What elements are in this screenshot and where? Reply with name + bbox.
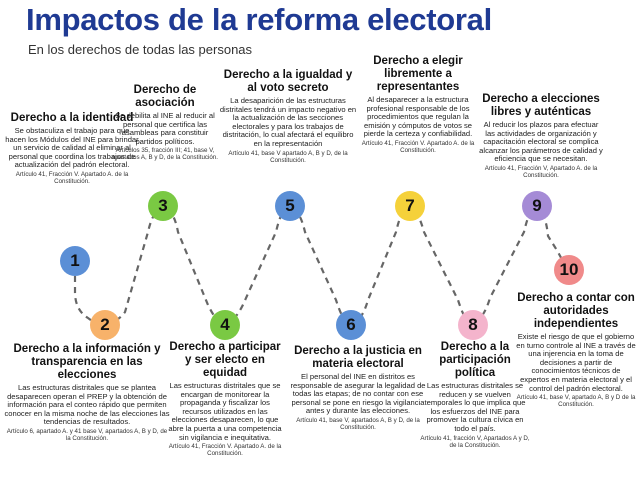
item-9-title: Derecho a elecciones libres y auténticas [482, 93, 600, 118]
item-4-description: Las estructuras distritales que se encargan de monitorear la propaganda y fiscalizar los recursos utilizados en las elecciones desaparecen, lo que abre la puerta a una competencia sin vigilancia e inequitativa. [168, 381, 282, 442]
item-2-title: Derecho a la información y transparencia en las elecciones [13, 343, 161, 381]
item-1-number: 1 [60, 246, 90, 276]
item-3-description: Se debilita al INE al reducir al personal que certifica las asambleas para constituir partidos políticos. [115, 111, 215, 146]
item-2-description: Las estructuras distritales que se plantea desaparecen operan el PREP y la obtención de información para el conteo rápido que permiten conocer en la misma noche de las elecciones las tendencias de resultados. [4, 383, 170, 427]
item-8-text [420, 341, 530, 449]
item-5-articles: Artículo 41, base V apartado A, B y D, de la Constitución. [228, 149, 348, 164]
item-10-text [516, 292, 636, 408]
item-7-description: Al desaparecer a la estructura profesional responsable de los procedimientos que regulan la emisión y cómputos de votos se pierde la certeza y confiabilidad. [363, 95, 473, 139]
item-2-text [4, 343, 170, 442]
item-7-text [358, 55, 478, 154]
item-5-text [218, 69, 358, 164]
item-8-description: Las estructuras distritales se reducen y se vuelven temporales lo que implica que los esfuerzos del INE para promover la cultura cívica en todo el país. [424, 381, 526, 433]
item-4-text [166, 341, 284, 457]
item-6-title: Derecho a la justicia en materia electoral [294, 345, 422, 370]
item-8-title: Derecho a la participación política [439, 341, 511, 379]
item-3-text [110, 84, 220, 161]
item-3-number: 3 [148, 191, 178, 221]
item-1-title: Derecho a la identidad [10, 112, 134, 124]
item-8-articles: Artículo 41, fracción V, Apartados A y D, de la Constitución. [420, 434, 530, 449]
item-2-number: 2 [90, 310, 120, 340]
item-6-text [290, 345, 426, 431]
item-10-description: Existe el riesgo de que el gobierno en turno controle al INE a través de una injerencia en la toma de decisiones a partir de conocimientos técnicos de expertos en materia electoral y el control del padrón electoral. [516, 332, 636, 393]
item-4-number: 4 [210, 310, 240, 340]
item-7-articles: Artículo 41, Fracción V. Apartado A. de la Constitución. [361, 139, 475, 154]
item-6-number: 6 [336, 310, 366, 340]
item-9-description: Al reducir los plazos para efectuar las actividades de organización y capacitación electoral se complica alcanzar los parámetros de calidad y eficiencia que se necesitan. [479, 120, 603, 164]
item-5-title: Derecho a la igualdad y al voto secreto [223, 69, 353, 94]
page-title: Impactos de la reforma electoral [26, 2, 492, 37]
item-3-articles: Artículos 35, fracción III; 41, base V, apartados A, B y D, de la Constitución. [112, 147, 218, 162]
item-9-text [478, 93, 604, 179]
item-1-description: Se obstaculiza el trabajo para que hacen los Módulos del INE para brindar un servicio de calidad al eliminar al personal que coordina los trabajos de actualización del padrón electoral. [5, 126, 139, 170]
item-9-number: 9 [522, 191, 552, 221]
item-6-description: El personal del INE en distritos es responsable de asegurar la legalidad de todas las etapas; de no contar con ese personal se pone en riesgo la vigilancia antes y durante las elecciones. [290, 372, 426, 416]
item-8-number: 8 [458, 310, 488, 340]
item-7-number: 7 [395, 191, 425, 221]
item-2-articles: Artículo 6, apartado A. y 41 base V, apartados A, B y D, de la Constitución. [6, 427, 168, 442]
item-1-articles: Artículo 41, Fracción V. Apartado A. de la Constitución. [15, 170, 129, 185]
item-7-title: Derecho a elegir libremente a representantes [373, 55, 463, 93]
item-4-title: Derecho a participar y ser electo en equidad [169, 341, 281, 379]
item-6-articles: Artículo 41, base V, apartados A, B y D, de la Constitución. [296, 416, 420, 431]
page-subtitle: En los derechos de todas las personas [28, 42, 253, 57]
item-10-title: Derecho a contar con autoridades independientes [517, 292, 635, 330]
item-4-articles: Artículo 41, Fracción V. Apartado A. de la Constitución. [168, 443, 282, 458]
item-5-number: 5 [275, 191, 305, 221]
item-10-articles: Artículo 41, base V, apartado A, B y D de la Constitución. [516, 394, 636, 409]
item-9-articles: Artículo 41, Fracción V, Apartado A. de la Constitución. [484, 164, 598, 179]
item-10-number: 10 [554, 255, 584, 285]
item-5-description: La desaparición de las estructuras distritales tendrá un impacto negativo en la actualización de las secciones electorales y para los trabajos de distritación, lo cual afectará el equilibro en la representación [219, 96, 357, 148]
item-3-title: Derecho de asociación [133, 84, 197, 109]
